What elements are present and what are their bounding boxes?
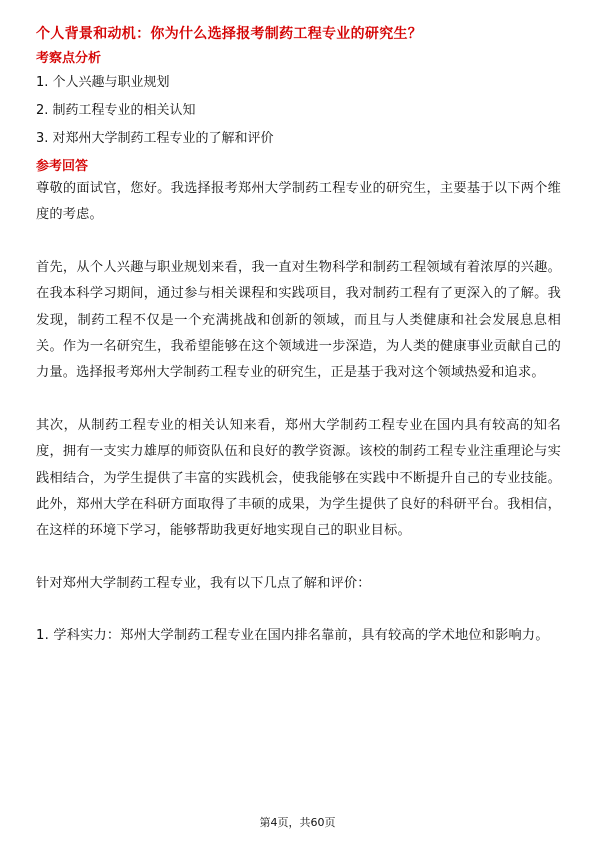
- answer-paragraph: 1. 学科实力：郑州大学制药工程专业在国内排名靠前，具有较高的学术地位和影响力。: [36, 628, 549, 644]
- analysis-point-list: [36, 74, 561, 148]
- page-content: [36, 24, 561, 650]
- answer-paragraph: 尊敬的面试官，您好。我选择报考郑州大学制药工程专业的研究生，主要基于以下两个维度的考虑。: [36, 181, 561, 223]
- analysis-point: 3. 对郑州大学制药工程专业的了解和评价: [36, 131, 274, 146]
- analysis-point: 2. 制药工程专业的相关认知: [36, 103, 196, 118]
- answer-heading: 参考回答: [36, 159, 89, 174]
- page-number: 第4页，共60页: [259, 816, 336, 829]
- answer-paragraph: 针对郑州大学制药工程专业，我有以下几点了解和评价：: [36, 575, 371, 591]
- answer-paragraph: 首先，从个人兴趣与职业规划来看，我一直对生物科学和制药工程领域有着浓厚的兴趣。在我本科学习期间，通过参与相关课程和实践项目，我对制药工程有了更深入的了解。我发现，制药工程不仅是一个充满挑战和创新的领域，而且与人类健康和社会发展息息相关。作为一名研究生，我希望能够在这个领域进一步深造，为人类的健康事业贡献自己的力量。选择报考郑州大学制药工程专业的研究生，正是基于我对这个领域热爱和追求。: [36, 259, 561, 381]
- question-title: 个人背景和动机：你为什么选择报考制药工程专业的研究生？: [36, 26, 423, 42]
- analysis-heading: 考察点分析: [36, 51, 102, 66]
- analysis-point: 1. 个人兴趣与职业规划: [36, 75, 170, 90]
- answer-paragraph: 其次，从制药工程专业的相关认知来看，郑州大学制药工程专业在国内具有较高的知名度，拥有一支实力雄厚的师资队伍和良好的教学资源。该校的制药工程专业注重理论与实践相结合，为学生提供了丰富的实践机会，使我能够在实践中不断提升自己的专业技能。此外，郑州大学在科研方面取得了丰硕的成果，为学生提供了良好的科研平台。我相信，在这样的环境下学习，能够帮助我更好地实现自己的职业目标。: [36, 417, 561, 539]
